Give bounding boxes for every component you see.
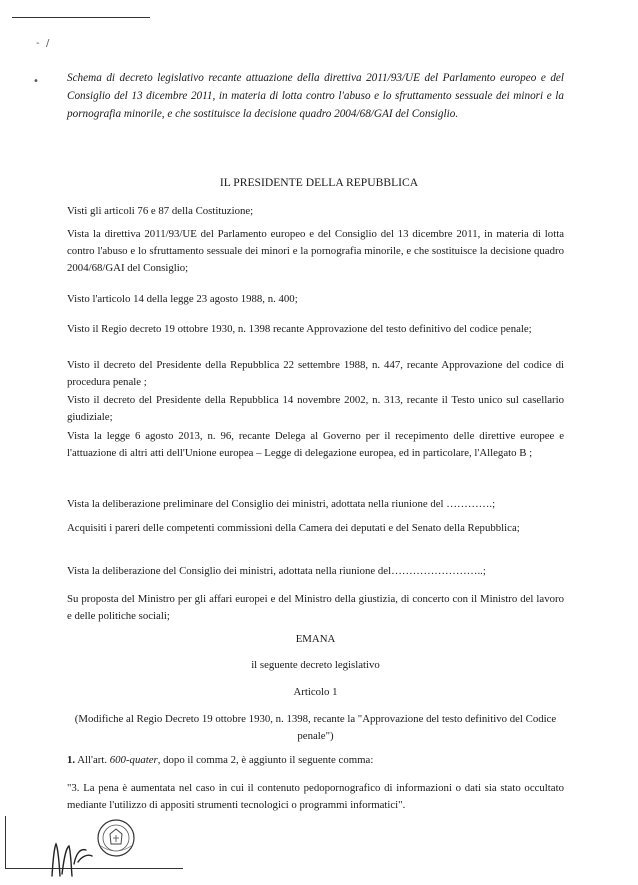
signature-and-stamp [18,818,158,884]
recital-9: Acquisiti i pareri delle competenti commissioni della Camera dei deputati e del Senato della Repubblica; [67,522,520,534]
amendment-article-ref: 600-quater [109,754,158,766]
recital-10: Vista la deliberazione del Consiglio dei ministri, adottata nella riunione del……………………..; [67,565,486,577]
recital-7: Vista la legge 6 agosto 2013, n. 96, recante Delega al Governo per il recepimento delle direttive europee e l'attuazione di altri atti dell'Unione europea – Legge di delegazione europea, ed in particolare, l'Allegato B ; [67,430,564,459]
amendment-number: 1. [67,754,76,766]
article-subtitle-text: (Modifiche al Regio Decreto 19 ottobre 1930, n. 1398, recante la "Approvazione del testo definitivo del Codice penale") [74,713,557,742]
issuer-heading: IL PRESIDENTE DELLA REPUBBLICA [219,176,419,189]
decree-intro-line: il seguente decreto legislativo [251,659,380,671]
recital-2: Vista la direttiva 2011/93/UE del Parlamento europeo e del Consiglio del 13 dicembre 2011, in materia di lotta contro l'abuso e lo sfruttamento sessuale dei minori e la pornografia minorile, e che sostituisce la decisione quadro 2004/68/GAI del Consiglio; [67,228,564,274]
scan-artifact-top-line [12,17,150,18]
amendment-1 [67,752,564,769]
official-seal [98,820,134,856]
recital-5: Visto il decreto del Presidente della Repubblica 22 settembre 1988, n. 447, recante Approvazione del codice di procedura penale ; [67,359,564,388]
article-subtitle [67,711,564,745]
bullet-mark: • [33,76,39,87]
handwritten-initials [52,844,92,876]
new-paragraph-text: "3. La pena è aumentata nel caso in cui il contenuto pedopornografico di informazioni o dati sia stato occultato mediante l'utilizzo di appositi strumenti tecnologici o programmi informatici". [67,782,564,811]
recital-6: Visto il decreto del Presidente della Repubblica 14 novembre 2002, n. 313, recante il Testo unico sul casellario giudiziale; [67,394,564,423]
recital-8: Vista la deliberazione preliminare del Consiglio dei ministri, adottata nella riunione del ………….; [67,498,496,510]
scan-artifact-left-line [5,816,6,868]
amendment-text-before: All'art. [75,754,110,766]
recital-1: Visti gli articoli 76 e 87 della Costituzione; [67,205,254,217]
article-title: Articolo 1 [293,686,338,698]
recital-3: Visto l'articolo 14 della legge 23 agosto 1988, n. 400; [67,293,298,305]
amendment-text-after: , dopo il comma 2, è aggiunto il seguente comma: [157,754,374,766]
recital-11: Su proposta del Ministro per gli affari europei e del Ministro della giustizia, di concerto con il Ministro del lavoro e delle politiche sociali; [67,593,564,622]
scan-artifact-mark: - / [36,38,50,49]
decree-preamble: Schema di decreto legislativo recante attuazione della direttiva 2011/93/UE del Parlamento europeo e del Consiglio del 13 dicembre 2011, in materia di lotta contro l'abuso e lo sfruttamento sessuale dei minori e la pornografia minorile, e che sostituisce la decisione quadro 2004/68/GAI del Consiglio. [67,72,564,120]
recital-4: Visto il Regio decreto 19 ottobre 1930, n. 1398 recante Approvazione del testo definitivo del codice penale; [67,323,532,335]
enact-heading: EMANA [295,633,336,645]
